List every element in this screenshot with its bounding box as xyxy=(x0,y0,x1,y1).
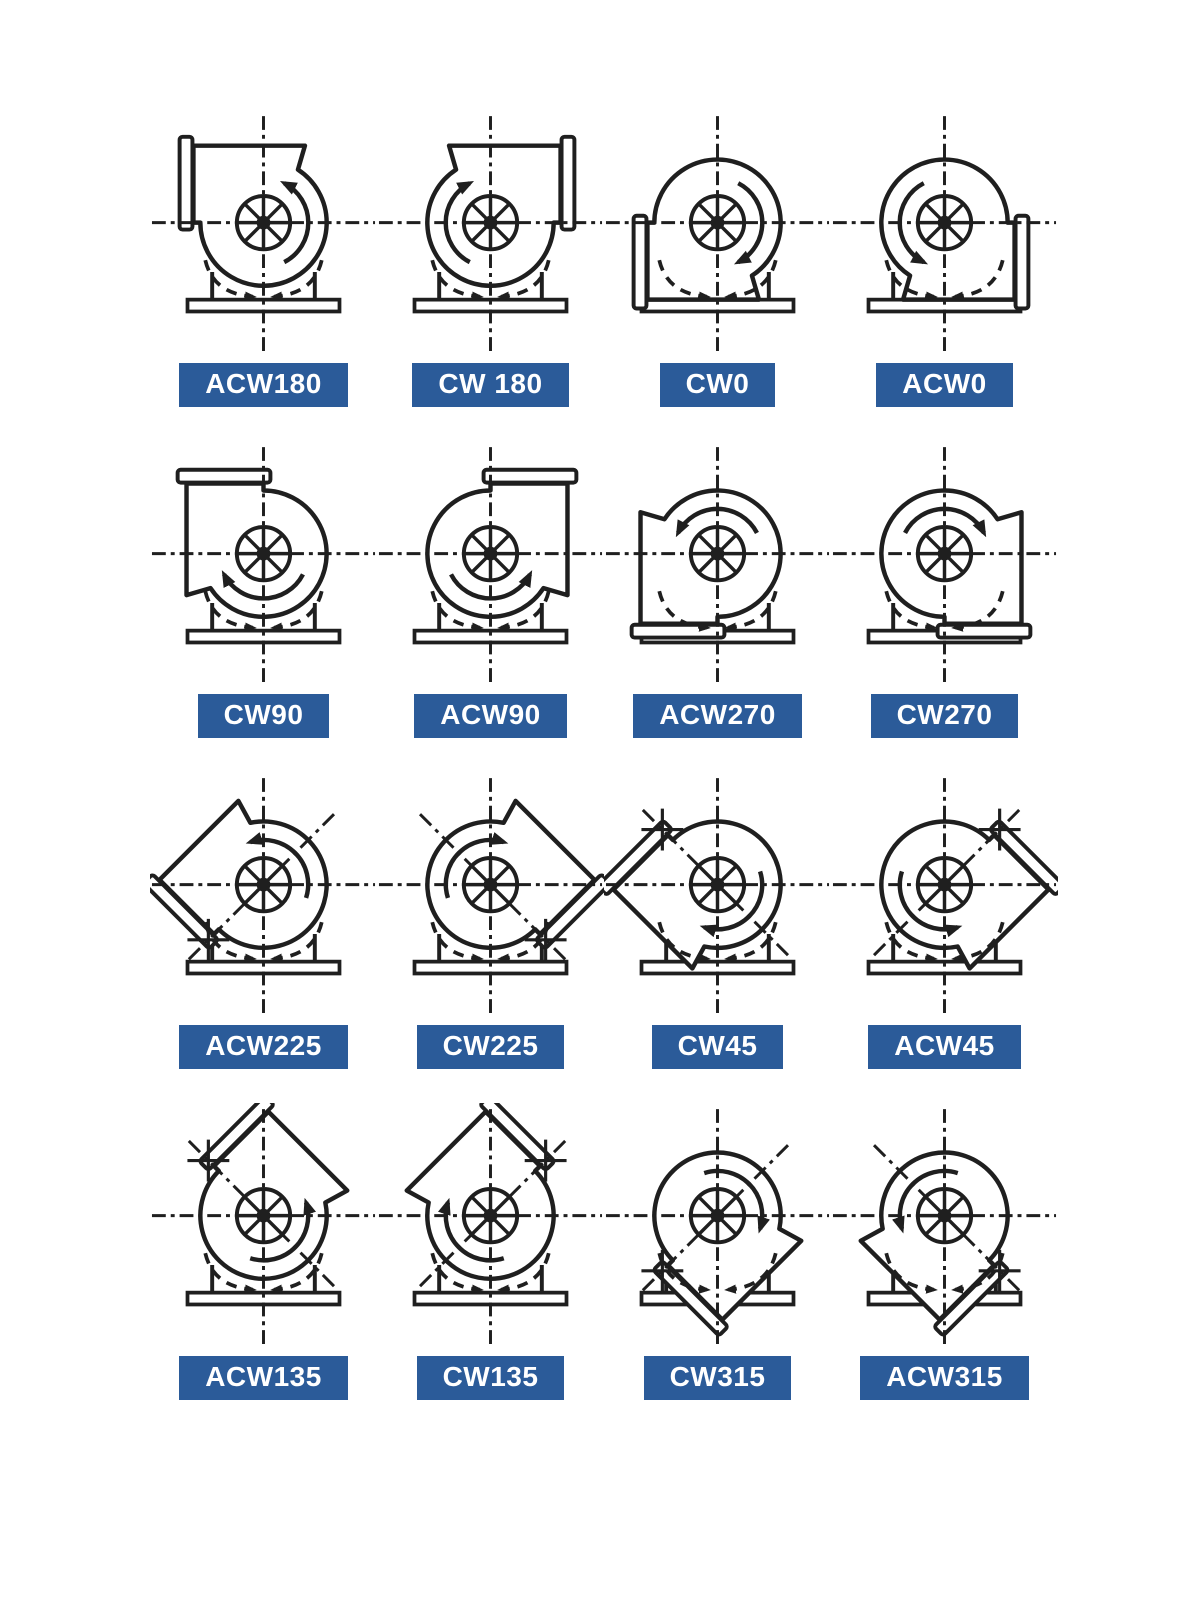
orientation-label: ACW90 xyxy=(414,694,567,738)
fan-diagram-cell xyxy=(377,110,604,407)
orientation-label: ACW270 xyxy=(633,694,802,738)
fan-diagram xyxy=(831,441,1058,690)
fan-diagram xyxy=(604,441,831,690)
fan-diagram-cell xyxy=(831,1103,1058,1400)
orientation-label: CW270 xyxy=(871,694,1019,738)
impeller-icon xyxy=(237,527,290,580)
impeller-icon xyxy=(691,1189,744,1242)
impeller-icon xyxy=(918,527,971,580)
impeller-icon xyxy=(918,858,971,911)
fan-diagram xyxy=(604,772,831,1021)
fan-diagram xyxy=(377,772,604,1021)
fan-diagram-cell xyxy=(604,772,831,1069)
fan-diagram xyxy=(604,1103,831,1352)
fan-diagram-cell xyxy=(831,110,1058,407)
fan-diagram xyxy=(377,441,604,690)
orientation-label: CW135 xyxy=(417,1356,565,1400)
fan-diagram xyxy=(604,110,831,359)
fan-diagram xyxy=(377,110,604,359)
impeller-icon xyxy=(464,196,517,249)
fan-diagram-cell xyxy=(604,441,831,738)
impeller-icon xyxy=(918,196,971,249)
orientation-label: ACW45 xyxy=(868,1025,1021,1069)
orientation-label: ACW0 xyxy=(876,363,1012,407)
fan-diagram-cell xyxy=(377,1103,604,1400)
fan-orientation-grid xyxy=(150,110,1199,1400)
impeller-icon xyxy=(691,858,744,911)
fan-diagram-cell xyxy=(377,441,604,738)
fan-diagram-cell xyxy=(831,772,1058,1069)
orientation-label: CW225 xyxy=(417,1025,565,1069)
orientation-label: CW45 xyxy=(652,1025,784,1069)
impeller-icon xyxy=(464,858,517,911)
fan-diagram xyxy=(150,441,377,690)
orientation-label: CW0 xyxy=(660,363,776,407)
fan-diagram-cell xyxy=(150,1103,377,1400)
orientation-label: CW 180 xyxy=(412,363,568,407)
impeller-icon xyxy=(237,1189,290,1242)
fan-diagram-cell xyxy=(150,110,377,407)
fan-diagram-cell xyxy=(604,1103,831,1400)
fan-diagram-cell xyxy=(150,772,377,1069)
orientation-label: ACW180 xyxy=(179,363,348,407)
impeller-icon xyxy=(918,1189,971,1242)
fan-diagram xyxy=(831,1103,1058,1352)
fan-diagram xyxy=(831,772,1058,1021)
impeller-icon xyxy=(237,196,290,249)
impeller-icon xyxy=(691,527,744,580)
fan-diagram-cell xyxy=(604,110,831,407)
fan-diagram xyxy=(150,110,377,359)
fan-diagram xyxy=(831,110,1058,359)
orientation-label: ACW135 xyxy=(179,1356,348,1400)
fan-diagram-cell xyxy=(831,441,1058,738)
orientation-label: CW315 xyxy=(644,1356,792,1400)
impeller-icon xyxy=(237,858,290,911)
fan-diagram xyxy=(377,1103,604,1352)
impeller-icon xyxy=(464,527,517,580)
orientation-label: ACW315 xyxy=(860,1356,1029,1400)
fan-diagram xyxy=(150,772,377,1021)
fan-diagram xyxy=(150,1103,377,1352)
fan-diagram-cell xyxy=(150,441,377,738)
orientation-label: ACW225 xyxy=(179,1025,348,1069)
orientation-label: CW90 xyxy=(198,694,330,738)
impeller-icon xyxy=(464,1189,517,1242)
impeller-icon xyxy=(691,196,744,249)
fan-diagram-cell xyxy=(377,772,604,1069)
